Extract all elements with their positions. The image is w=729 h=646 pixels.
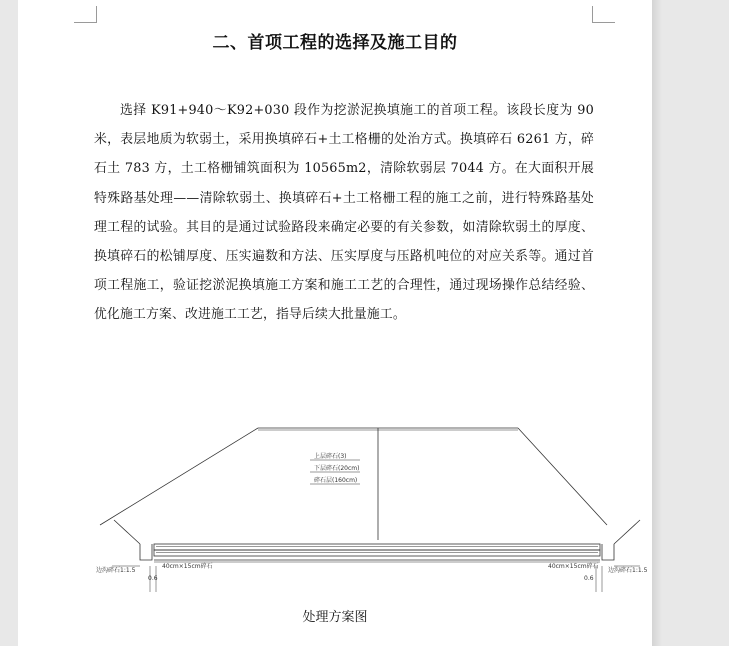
right-dim-label: 0.6 [584,575,594,582]
page-shadow [652,0,662,646]
layer-label-2: 下层碎石(20cm) [314,465,360,472]
left-note: 40cm×15cm碎石 [162,563,213,570]
section-title: 二、首项工程的选择及施工目的 [212,33,458,53]
layer-label-1: 上层碎石(3) [314,453,347,460]
embankment-slope-right [518,428,607,525]
embankment-slope-left [100,428,258,525]
layer-label-3: 碎石层(160cm) [314,477,358,484]
left-dim-label: 0.6 [148,575,158,582]
left-side-label: 边沟碎石1:1.5 [96,567,136,574]
body-paragraph: 选择 K91+940～K92+030 段作为挖淤泥换填施工的首项工程。该段长度为 90 米，表层地质为软弱土，采用换填碎石+土工格栅的处治方式。换填碎石 6261 方，碎石土 783 方，土工格栅铺筑面积为 10565m2，清除软弱层 7044 方。在大面积开展特殊路基处理——清除软弱土、换填碎石+土工格栅工程的施工之前，进行特殊路基处理工程的试验。其目的是通过试验路段来确定必要的有关参数，如清除软弱土的厚度、换填碎石的松铺厚度、压实遍数和方法、压实厚度与压路机吨位的对应关系等。通过首项工程施工，验证挖淤泥换填施工方案和施工工艺的合理性，通过现场操作总结经验、优化施工方案、改进施工工艺，指导后续大批量施工。 [94,103,594,323]
figure-caption: 处理方案图 [302,610,368,625]
left-ditch [140,544,152,560]
page-corner-mark-top-left [74,6,97,23]
treatment-plan-diagram [92,420,648,605]
page-corner-mark-top-right [592,6,615,23]
right-side-label: 边沟碎石1:1.5 [608,567,648,574]
right-ditch [602,544,614,560]
right-note: 40cm×15cm碎石 [548,563,599,570]
document-page [18,0,652,646]
